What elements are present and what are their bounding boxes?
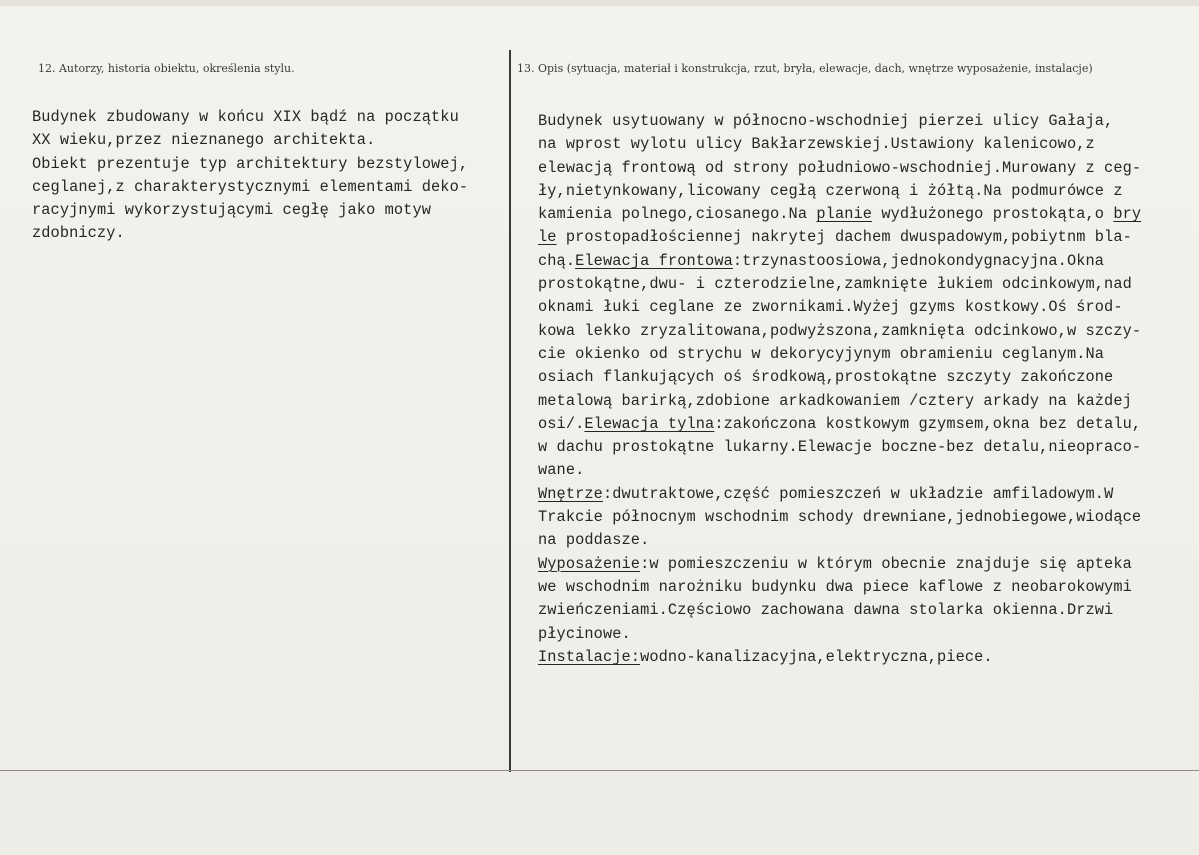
typed-segment: wodno-kanalizacyjna,elektryczna,piece. [640, 647, 993, 666]
typed-segment: prostokątne,dwu- i czterodzielne,zamknięte łukiem odcinkowym,nad [538, 275, 1132, 294]
typed-line: Obiekt prezentuje typ architektury bezstylowej, [32, 154, 469, 173]
typed-segment: :dwutraktowe,część pomieszczeń w układzie amfiladowym.W [602, 484, 1114, 503]
typed-line: Budynek zbudowany w końcu XIX bądź na początku [32, 108, 459, 126]
typed-line [538, 436, 1141, 459]
underlined-heading: Elewacja tylna [584, 414, 715, 433]
typed-segment: oknami łuki ceglane ze zwornikami.Wyżej gzyms kostkowy.Oś środ- [538, 298, 1123, 317]
typed-line [538, 553, 1141, 576]
typed-segment: kamienia polnego,ciosanego.Na [538, 205, 817, 224]
typed-line [538, 110, 1141, 133]
column-divider [509, 50, 511, 772]
typed-line [538, 390, 1141, 413]
typed-segment: prostopadłościennej nakrytej dachem dwuspadowym,pobiytnm bla- [556, 228, 1132, 247]
typed-segment: Budynek usytuowany w północno-wschodniej pierzei ulicy Gałaja, [538, 112, 1114, 130]
typed-segment: wane. [538, 461, 585, 480]
typed-line [538, 483, 1141, 506]
typed-segment: cie okienko od strychu w dekorycyjynym obramieniu ceglanym.Na [538, 344, 1105, 363]
typed-segment: metalową barirką,zdobione arkadkowaniem /cztery arkady na każdej [538, 391, 1132, 410]
typed-segment: Trakcie północnym wschodnim schody drewniane,jednobiegowe,wiodące [538, 508, 1142, 527]
underlined-heading: Wnętrze [538, 484, 603, 503]
typed-segment: osi/. [538, 414, 585, 433]
typed-line [538, 343, 1141, 366]
underlined-heading: Elewacja frontowa [575, 251, 733, 270]
field-13-typed-text [538, 110, 1141, 669]
typed-line: XX wieku,przez nieznanego architekta. [32, 131, 376, 150]
typed-segment: ły,nietynkowany,licowany cegłą czerwoną i żółtą.Na podmurówce z [538, 181, 1123, 200]
underlined-heading: bry [1113, 205, 1142, 224]
typed-line [538, 133, 1141, 156]
typed-segment: wydłużonego prostokąta,o [872, 205, 1114, 224]
typed-segment: na poddasze. [538, 531, 650, 550]
typed-segment: w dachu prostokątne lukarny.Elewacje boczne-bez detalu,nieopraco- [538, 438, 1142, 457]
typed-line: ceglanej,z charakterystycznymi elementami deko- [32, 177, 469, 196]
underlined-heading: planie [816, 205, 873, 224]
typed-segment: osiach flankujących oś środkową,prostokątne szczyty zakończone [538, 368, 1114, 387]
typed-line [538, 506, 1141, 529]
typed-line [538, 459, 1141, 482]
typed-line [538, 180, 1141, 203]
underlined-heading: Wyposażenie [538, 554, 641, 573]
typed-line [538, 250, 1141, 273]
typed-line [538, 623, 1141, 646]
typed-line [538, 529, 1141, 552]
typed-line: zdobniczy. [32, 224, 125, 243]
bottom-rule [0, 770, 1199, 771]
typed-segment: chą. [538, 251, 576, 270]
typed-segment: elewacją frontową od strony południowo-wschodniej.Murowany z ceg- [538, 158, 1142, 177]
typed-line [538, 413, 1141, 436]
typed-segment: we wschodnim narożniku budynku dwa piece kaflowe z neobarokowymi [538, 577, 1132, 596]
field-12-label: 12. Autorzy, historia obiektu, określenia stylu. [38, 62, 295, 75]
typed-segment: zwieńczeniami.Częściowo zachowana dawna stolarka okienna.Drzwi [538, 601, 1114, 620]
typed-line [538, 273, 1141, 296]
typed-line [538, 599, 1141, 622]
underlined-heading: le [538, 228, 557, 247]
typed-line [538, 226, 1141, 249]
field-12-typed-text [32, 106, 468, 246]
typed-segment: kowa lekko zryzalitowana,podwyższona,zamknięta odcinkowo,w szczy- [538, 321, 1142, 340]
typed-line [538, 576, 1141, 599]
underlined-heading: Instalacje: [538, 647, 641, 666]
typed-segment: na wprost wylotu ulicy Bakłarzewskiej.Ustawiony kalenicowo,z [538, 135, 1095, 154]
typed-segment: :zakończona kostkowym gzymsem,okna bez detalu, [714, 414, 1142, 433]
typed-line [538, 366, 1141, 389]
typed-line [538, 296, 1141, 319]
typed-segment: :trzynastoosiowa,jednokondygnacyjna.Okna [732, 251, 1105, 270]
typed-line [538, 157, 1141, 180]
typed-line [538, 646, 1141, 669]
typed-segment: :w pomieszczeniu w którym obecnie znajduje się apteka [640, 554, 1132, 573]
field-13-label: 13. Opis (sytuacja, materiał i konstrukcja, rzut, bryła, elewacje, dach, wnętrze wyposażenie, instalacje) [517, 62, 1093, 75]
typed-line [538, 320, 1141, 343]
card-top-edge [0, 0, 1199, 6]
typed-segment: płycinowe. [538, 624, 631, 643]
typed-line [538, 203, 1141, 226]
typed-line: racyjnymi wykorzystującymi cegłę jako motyw [32, 201, 432, 220]
